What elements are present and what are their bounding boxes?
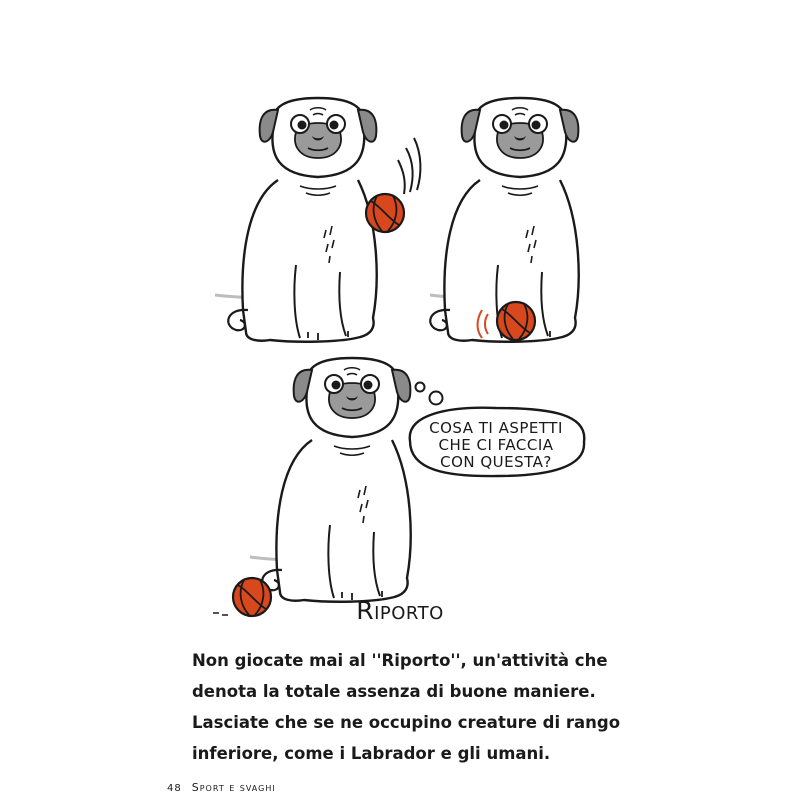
motion-lines-1 (398, 138, 420, 194)
pug-panel-3 (262, 358, 410, 602)
body-line: Non giocate mai al ''Riporto'', un'attività che (192, 651, 608, 670)
section-title: Riporto (356, 596, 444, 625)
thought-dot-small (416, 383, 425, 392)
body-line: Lasciate che se ne occupino creature di rango (192, 713, 621, 732)
page-number: 48 (167, 783, 182, 794)
body-paragraph (192, 645, 621, 769)
bubble-line: COSA TI ASPETTI (429, 419, 563, 437)
page-footer (167, 781, 276, 794)
pug-panel-1 (228, 98, 376, 342)
thought-dot-large (430, 392, 443, 405)
body-line: denota la totale assenza di buone maniere. (192, 682, 596, 701)
speech-bubble-text (418, 420, 574, 471)
bubble-line: CHE CI FACCIA (438, 436, 554, 454)
bubble-line: CON QUESTA? (440, 453, 552, 471)
footer-section-title: Sport e svaghi (191, 781, 276, 794)
ball-panel-1 (366, 194, 404, 232)
body-line: inferiore, come i Labrador e gli umani. (192, 744, 551, 763)
ball-panel-2 (497, 302, 535, 340)
